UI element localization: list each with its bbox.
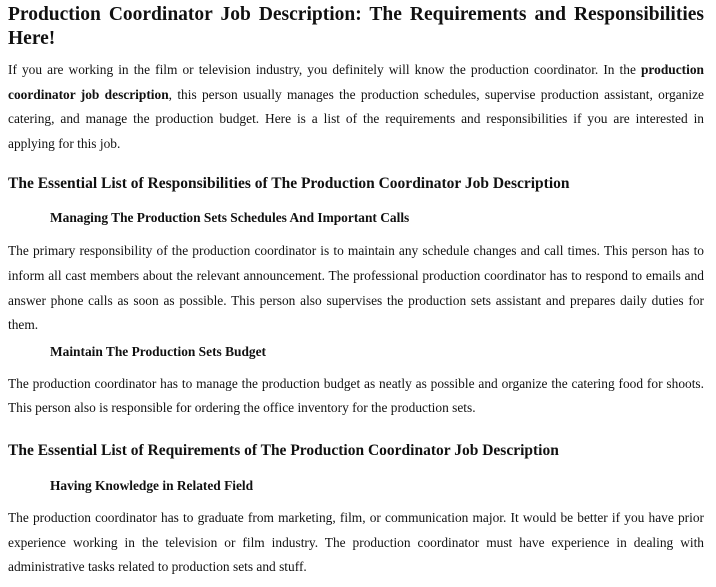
article-title: Production Coordinator Job Description: The Requirements and Responsibilities Here! <box>8 4 704 49</box>
subsection-heading-schedules: Managing The Production Sets Schedules And Important Calls <box>50 210 410 226</box>
subsection-heading-knowledge: Having Knowledge in Related Field <box>50 477 254 493</box>
subsection-text-knowledge: The production coordinator has to graduate from marketing, film, or communication major. It would be better if you have prior experience working in the television or film industry. The production coordinator must have experience in dealing with administrative tasks related to production sets and stuff. <box>8 509 704 575</box>
intro-text-end: , this person usually manages the production schedules, supervise production assistant, organize catering, and manage the production budget. Here is a list of the requirements and responsibilities if you are interested in applying for this job. <box>8 86 704 151</box>
intro-text-start: If you are working in the film or television industry, you definitely will know the production coordinator. In the <box>8 62 641 77</box>
subsection-text-budget: The production coordinator has to manage the production budget as neatly as possible and organize the catering food for shoots. This person also is responsible for ordering the office inventory for the production sets. <box>8 375 704 416</box>
subsection-text-schedules: The primary responsibility of the production coordinator is to maintain any schedule changes and call times. This person has to inform all cast members about the relevant announcement. The professional production coordinator has to respond to emails and answer phone calls as soon as possible. This person also supervises the production sets assistant and prepares daily duties for them. <box>8 243 704 333</box>
intro-keyword-link: production coordinator job description <box>8 62 704 102</box>
section-heading-responsibilities: The Essential List of Responsibilities of The Production Coordinator Job Description <box>8 175 570 193</box>
article <box>0 3 716 580</box>
section-heading-requirements: The Essential List of Requirements of The Production Coordinator Job Description <box>8 441 559 459</box>
intro-paragraph <box>8 58 704 156</box>
subsection-heading-budget: Maintain The Production Sets Budget <box>50 343 267 359</box>
